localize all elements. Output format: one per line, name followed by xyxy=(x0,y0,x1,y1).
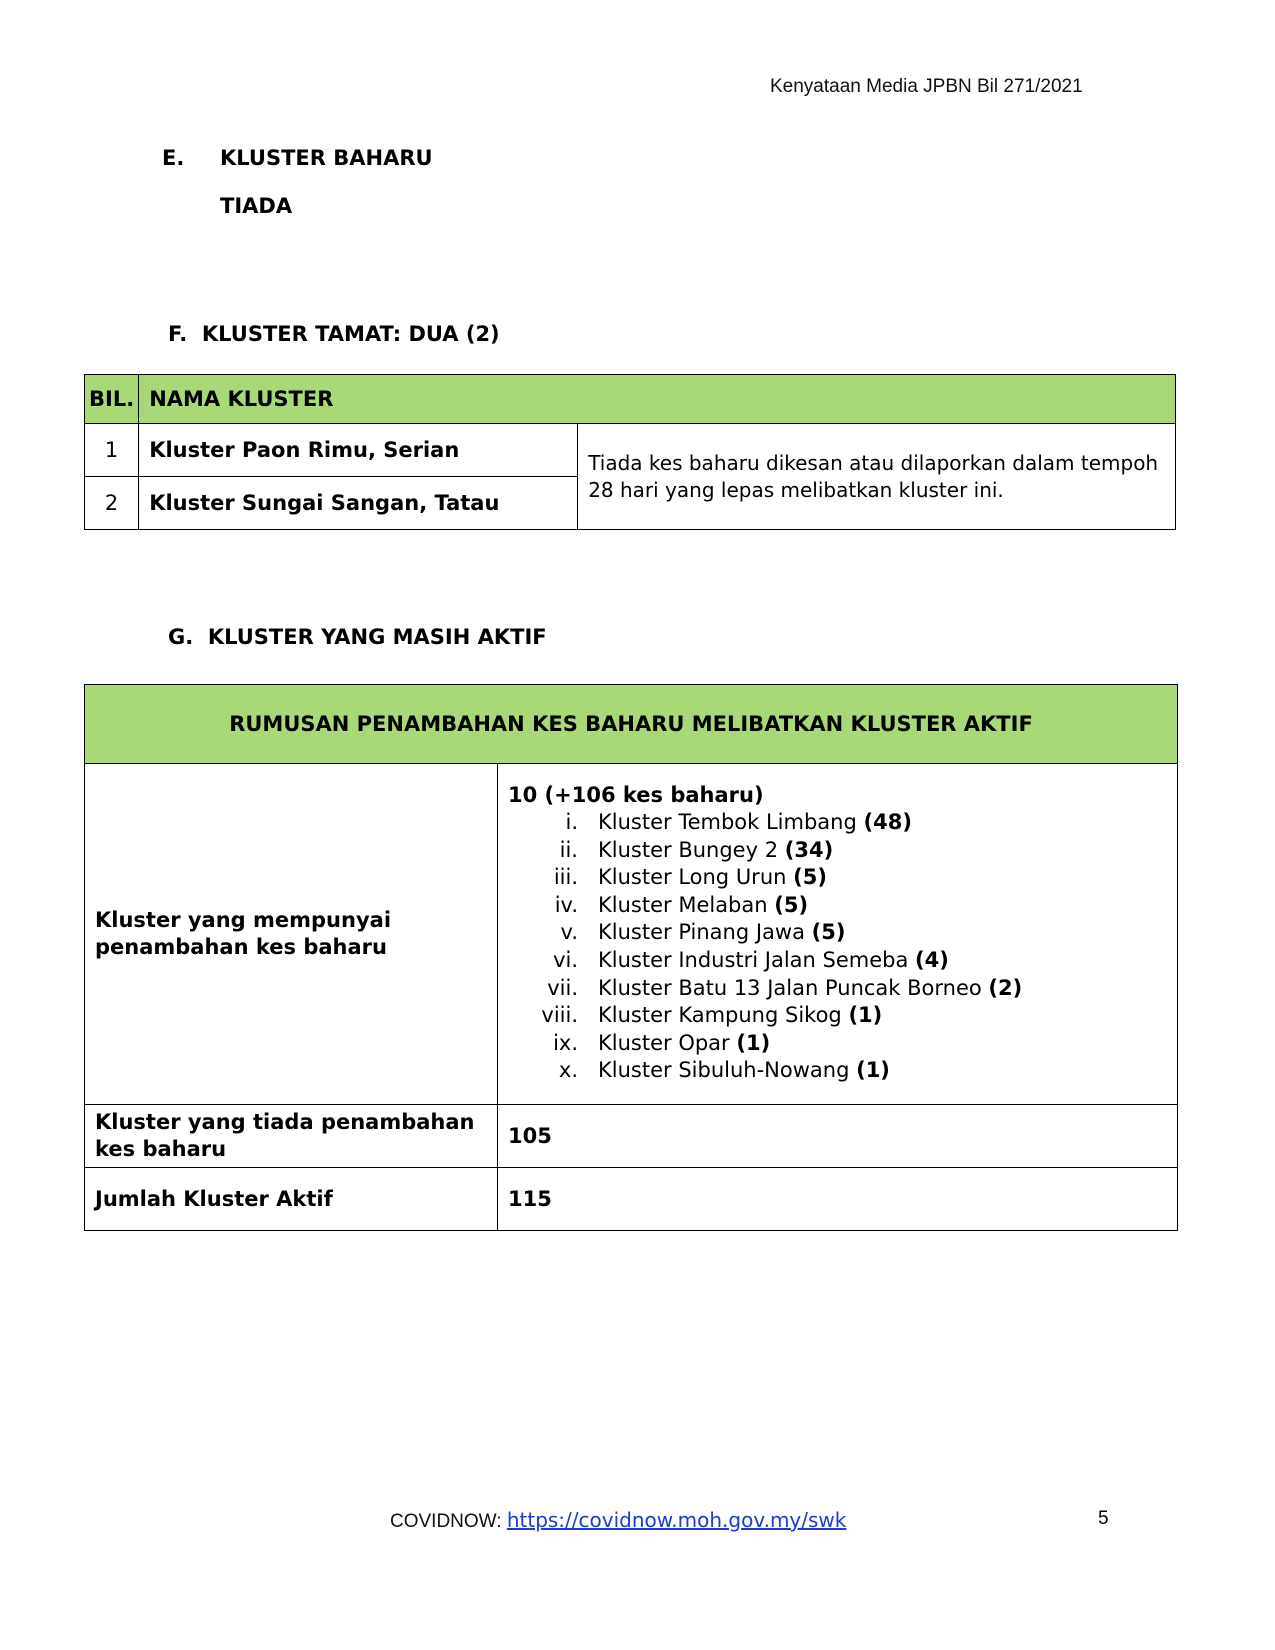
ended-clusters-table xyxy=(84,374,1176,530)
cluster-name: Kluster Batu 13 Jalan Puncak Borneo xyxy=(598,975,982,1000)
case-count: (34) xyxy=(784,837,834,862)
footer xyxy=(390,1508,846,1533)
row-value: 115 xyxy=(498,1168,1178,1231)
row-label: Kluster yang tiada penambahan kes baharu xyxy=(85,1105,498,1168)
list-item-text xyxy=(598,919,845,947)
ended-clusters-note: Tiada kes baharu dikesan atau dilaporkan dalam tempoh 28 hari yang lepas melibatkan kluster ini. xyxy=(578,424,1176,530)
document-reference: Kenyataan Media JPBN Bil 271/2021 xyxy=(770,76,1083,97)
list-item xyxy=(508,892,1167,920)
column-header-nama-kluster: NAMA KLUSTER xyxy=(139,375,1176,424)
cluster-name: Kluster Sibuluh-Nowang xyxy=(598,1058,850,1083)
footer-prefix: COVIDNOW: xyxy=(390,1511,507,1532)
list-item-text xyxy=(598,1002,882,1030)
cluster-name: Kluster Bungey 2 xyxy=(598,837,779,862)
row-label: Jumlah Kluster Aktif xyxy=(85,1168,498,1231)
cluster-name: Kluster Sungai Sangan, Tatau xyxy=(139,477,578,530)
case-count: (1) xyxy=(848,1003,883,1028)
table-row xyxy=(85,1105,1178,1168)
summary-table-title-row xyxy=(85,685,1178,764)
cluster-name: Kluster Industri Jalan Semeba xyxy=(598,948,909,972)
list-item xyxy=(508,1002,1167,1030)
list-item-text xyxy=(598,892,808,920)
new-cases-total: 10 (+106 kes baharu) xyxy=(508,783,764,808)
list-item-text xyxy=(598,864,827,892)
column-header-bil: BIL. xyxy=(85,375,139,424)
list-item xyxy=(508,1030,1167,1058)
case-count: (2) xyxy=(988,975,1023,1000)
list-item-number: ix. xyxy=(553,1030,578,1055)
list-item-number: iv. xyxy=(554,892,578,917)
list-item-text xyxy=(598,837,833,865)
row-value: 105 xyxy=(498,1105,1178,1168)
list-item xyxy=(508,947,1167,975)
page-number: 5 xyxy=(1098,1508,1109,1529)
table-row xyxy=(85,424,1176,477)
list-item xyxy=(508,1057,1167,1085)
cluster-name: Kluster Kampung Sikog xyxy=(598,1003,842,1028)
list-item-text xyxy=(598,809,912,837)
case-count: (48) xyxy=(863,810,912,835)
case-count: (1) xyxy=(736,1030,771,1055)
list-item xyxy=(508,864,1167,892)
list-item-number: v. xyxy=(560,920,578,945)
cluster-name: Kluster Melaban xyxy=(598,892,768,917)
list-item-number: vii. xyxy=(547,975,578,1000)
case-count: (5) xyxy=(793,865,827,890)
list-item-number: vi. xyxy=(553,948,578,972)
section-g-heading: G. KLUSTER YANG MASIH AKTIF xyxy=(168,625,547,649)
summary-table-title: RUMUSAN PENAMBAHAN KES BAHARU MELIBATKAN KLUSTER AKTIF xyxy=(85,685,1178,764)
list-item xyxy=(508,919,1167,947)
clusters-with-new-cases-cell xyxy=(498,764,1178,1105)
case-count: (4) xyxy=(915,948,949,972)
row-number: 2 xyxy=(85,477,139,530)
list-item-number: ii. xyxy=(559,837,578,862)
list-item xyxy=(508,975,1167,1003)
table-row xyxy=(85,1168,1178,1231)
cluster-name: Kluster Opar xyxy=(598,1030,730,1055)
section-e-letter: E. xyxy=(162,146,185,170)
list-item-number: iii. xyxy=(553,865,578,890)
list-item-number: x. xyxy=(558,1058,578,1083)
list-item xyxy=(508,809,1167,837)
list-item-text xyxy=(598,1030,770,1058)
table-header-row xyxy=(85,375,1176,424)
case-count: (5) xyxy=(811,920,846,945)
section-e-title: KLUSTER BAHARU xyxy=(220,146,433,170)
list-item-text xyxy=(598,1057,890,1085)
list-item-number: i. xyxy=(565,810,578,835)
list-item-text xyxy=(598,947,949,975)
cluster-name: Kluster Tembok Limbang xyxy=(598,810,857,835)
row-label: Kluster yang mempunyai penambahan kes baharu xyxy=(85,764,498,1105)
cluster-name: Kluster Paon Rimu, Serian xyxy=(139,424,578,477)
list-item-number: viii. xyxy=(541,1003,578,1028)
case-count: (5) xyxy=(774,892,809,917)
section-f-heading: F. KLUSTER TAMAT: DUA (2) xyxy=(168,322,500,346)
cluster-name: Kluster Pinang Jawa xyxy=(598,920,805,945)
list-item xyxy=(508,837,1167,865)
case-count: (1) xyxy=(856,1058,890,1083)
table-row xyxy=(85,764,1178,1105)
active-cluster-list xyxy=(508,809,1167,1085)
list-item-text xyxy=(598,975,1022,1003)
covidnow-link[interactable]: https://covidnow.moh.gov.my/swk xyxy=(506,1508,847,1532)
active-clusters-summary-table xyxy=(84,684,1178,1231)
row-number: 1 xyxy=(85,424,139,477)
cluster-name: Kluster Long Urun xyxy=(598,865,787,890)
section-e-body: TIADA xyxy=(220,194,293,218)
